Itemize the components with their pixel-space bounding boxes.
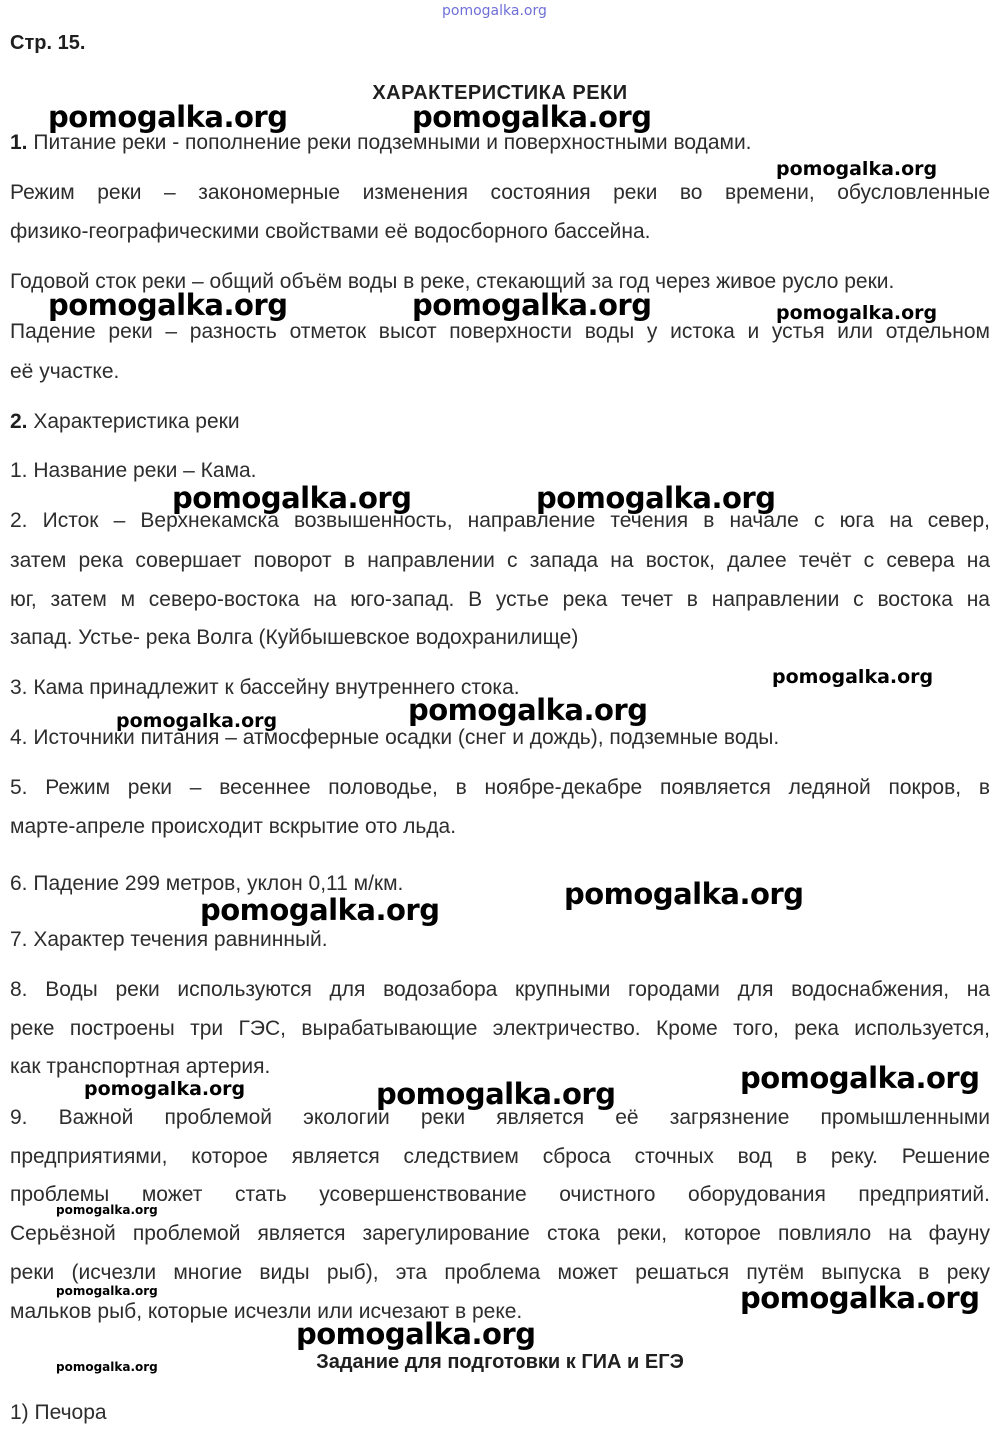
watermark: pomogalka.org <box>564 877 804 911</box>
answer-1: 1) Печора <box>10 1401 107 1424</box>
q2-heading <box>10 410 240 434</box>
list-item-8b: реке построены три ГЭС, вырабатывающие электричество. Кроме того, река используется, <box>10 1017 990 1040</box>
watermark: pomogalka.org <box>772 666 934 688</box>
q1-line-4: Годовой сток реки – общий объём воды в реке, стекающий за год через живое русло реки. <box>10 270 895 293</box>
watermark: pomogalka.org <box>740 1061 980 1095</box>
watermark: pomogalka.org <box>536 481 776 515</box>
list-item-9a: 9. Важной проблемой экологии реки является её загрязнение промышленными <box>10 1106 990 1129</box>
list-item-9e: реки (исчезли многие виды рыб), эта проблема может решаться путём выпуска в реку <box>10 1261 990 1284</box>
list-item-4: 4. Источники питания – атмосферные осадки (снег и дождь), подземные воды. <box>10 726 780 749</box>
q1-line-5: Падение реки – разность отметок высот поверхности воды у истока и устья или отдельном <box>10 320 990 343</box>
q1-line-2: Режим реки – закономерные изменения состояния реки во времени, обусловленные <box>10 181 990 204</box>
watermark: pomogalka.org <box>412 288 652 322</box>
list-item-5a: 5. Режим реки – весеннее половодье, в ноябре-декабре появляется ледяной покров, в <box>10 776 990 799</box>
list-item-2a: 2. Исток – Верхнекамска возвышенность, направление течения в начале с юга на север, <box>10 509 990 532</box>
watermark: pomogalka.org <box>48 288 288 322</box>
section-heading: Задание для подготовки к ГИА и ЕГЭ <box>316 1351 684 1373</box>
watermark: pomogalka.org <box>200 893 440 927</box>
watermark: pomogalka.org <box>56 1203 158 1217</box>
list-item-2b: затем река совершает поворот в направлении с запада на восток, далее течёт с севера на <box>10 549 990 572</box>
list-item-8c: как транспортная артерия. <box>10 1055 271 1078</box>
q2-title: Характеристика реки <box>33 410 240 433</box>
page-label: Стр. 15. <box>10 32 86 54</box>
list-item-5b: марте-апреле происходит вскрытие ото льда. <box>10 815 457 838</box>
q1-text: Питание реки - пополнение реки подземными и поверхностными водами. <box>33 131 752 154</box>
list-item-7: 7. Характер течения равнинный. <box>10 928 328 951</box>
list-item-9b: предприятиями, которое является следствием сброса сточных вод в реку. Решение <box>10 1145 990 1168</box>
list-item-9f: мальков рыб, которые исчезли или исчезают в реке. <box>10 1300 523 1323</box>
watermark: pomogalka.org <box>776 302 938 324</box>
watermark: pomogalka.org <box>116 710 278 732</box>
list-item-9c: проблемы может стать усовершенствование очистного оборудования предприятий. <box>10 1183 990 1206</box>
list-item-8a: 8. Воды реки используются для водозабора крупными городами для водоснабжения, на <box>10 978 990 1001</box>
watermark: pomogalka.org <box>172 481 412 515</box>
list-item-6: 6. Падение 299 метров, уклон 0,11 м/км. <box>10 872 404 895</box>
watermark: pomogalka.org <box>56 1360 158 1374</box>
watermark: pomogalka.org <box>48 100 288 134</box>
watermark: pomogalka.org <box>296 1317 536 1351</box>
list-item-9d: Серьёзной проблемой является зарегулирование стока реки, которое повлияло на фауну <box>10 1222 990 1245</box>
watermark: pomogalka.org <box>408 693 648 727</box>
watermark: pomogalka.org <box>412 100 652 134</box>
q1-line-3: физико-географическими свойствами её водосборного бассейна. <box>10 220 651 243</box>
watermark: pomogalka.org <box>56 1284 158 1298</box>
page-title: ХАРАКТЕРИСТИКА РЕКИ <box>372 82 628 104</box>
list-item-2d: запад. Устье- река Волга (Куйбышевское водохранилище) <box>10 626 579 649</box>
q1-line-1 <box>10 131 752 155</box>
list-item-3: 3. Кама принадлежит к бассейну внутреннего стока. <box>10 676 520 699</box>
q2-number: 2. <box>10 410 28 433</box>
q1-line-6: её участке. <box>10 360 120 383</box>
site-link[interactable]: pomogalka.org <box>442 3 547 19</box>
watermark: pomogalka.org <box>740 1281 980 1315</box>
watermark: pomogalka.org <box>376 1077 616 1111</box>
watermark: pomogalka.org <box>84 1078 246 1100</box>
list-item-2c: юг, затем м северо-востока на юго-запад. В устье река течет в направлении с востока на <box>10 588 990 611</box>
watermark: pomogalka.org <box>776 158 938 180</box>
list-item-1: 1. Название реки – Кама. <box>10 459 257 482</box>
q1-number: 1. <box>10 131 28 154</box>
